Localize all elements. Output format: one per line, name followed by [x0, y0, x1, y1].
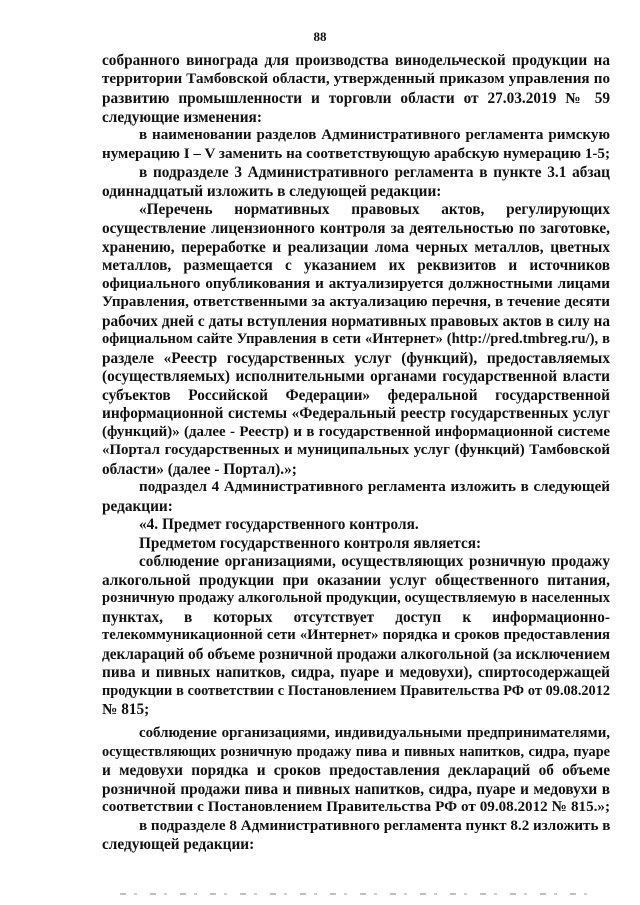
text-line: информационной системы «Федеральный реестр государственных услуг — [102, 405, 610, 422]
text-line: официальном сайте Управления в сети «Интернет» (http://pred.tmbreg.ru/), в — [102, 331, 610, 347]
text-line: разделе «Реестр государственных услуг (функций), предоставляемых — [102, 350, 610, 367]
text-line: подраздел 4 Административного регламента изложить в следующей — [139, 479, 610, 495]
text-line: металлов, размещается с указанием их реквизитов и источников — [102, 257, 610, 274]
text-line: «Перечень нормативных правовых актов, регулирующих — [139, 201, 610, 218]
text-line: в наименовании разделов Административного регламента римскую — [139, 127, 610, 143]
text-line: развитию промышленности и торговли области от 27.03.2019 № 59 — [102, 90, 610, 107]
text-line: (осуществляемых) исполнительными органами государственной власти — [102, 368, 610, 385]
text-line: территории Тамбовской области, утвержденный приказом управления по — [102, 71, 610, 87]
text-line: в подразделе 3 Административного регламента в пункте 3.1 абзац — [139, 164, 610, 181]
page-number: 88 — [313, 29, 327, 44]
scan-artifact — [120, 893, 600, 895]
text-line: и медовухи порядка и сроков предоставления деклараций об объеме — [102, 762, 610, 779]
text-line: телекоммуникационной сети «Интернет» порядка и сроков предоставления — [102, 627, 610, 643]
text-line: пунктах, в которых отсутствует доступ к информационно- — [102, 609, 610, 626]
text-line: одиннадцатый изложить в следующей редакции: — [102, 183, 442, 200]
text-line: нумерацию I – V заменить на соответствующую арабскую нумерацию 1-5; — [102, 146, 610, 162]
text-line: субъектов Российской Федерации» федеральной государственной — [102, 387, 610, 404]
text-line: области» (далее - Портал).»; — [102, 461, 297, 478]
text-line: официального опубликования и актуализируется должностными лицами — [102, 276, 610, 292]
text-line: № 815; — [102, 701, 150, 718]
text-line: следующие изменения: — [102, 109, 262, 126]
text-line: соответствии с Постановлением Правительства РФ от 09.08.2012 № 815.»; — [102, 799, 610, 815]
text-line: деклараций об объеме розничной продажи алкогольной (за исключением — [102, 646, 610, 663]
text-line: соблюдение организациями, осуществляющих розничную продажу — [139, 553, 610, 570]
text-line: розничной продажи пива и пивных напитков, сидра, пуаре и медовухи в — [102, 781, 610, 798]
text-line: рабочих дней с даты вступления нормативных правовых актов в силу на — [102, 313, 610, 330]
text-line: в подразделе 8 Административного регламента пункт 8.2 изложить в — [139, 818, 611, 834]
text-line: продукции в соответствии с Постановлением Правительства РФ от 09.08.2012 — [102, 683, 610, 699]
text-line: Предметом государственного контроля является: — [139, 535, 482, 552]
text-line: собранного винограда для производства винодельческой продукции на — [102, 52, 610, 69]
text-line: Управления, ответственными за актуализацию перечня, в течение десяти — [102, 294, 610, 310]
text-line: редакции: — [102, 498, 173, 515]
text-line: следующей редакции: — [102, 836, 255, 853]
text-line: «Портал государственных и муниципальных услуг (функций) Тамбовской — [102, 442, 610, 458]
text-line: алкогольной продукции при оказании услуг общественного питания, — [102, 572, 610, 589]
text-line: осуществляющих розничную продажу пива и пивных напитков, сидра, пуаре — [102, 744, 610, 760]
text-line: пива и пивных напитков, сидра, пуаре и медовухи), спиртосодержащей — [102, 664, 610, 681]
text-line: (функций)» (далее - Реестр) и в государственной информационной системе — [102, 424, 610, 440]
text-line: соблюдение организациями, индивидуальными предпринимателями, — [139, 725, 610, 741]
text-line: розничную продажу алкогольной продукции, осуществляемую в населенных — [102, 590, 610, 606]
text-line: осуществление лицензионного контроля за деятельностью по заготовке, — [102, 220, 610, 237]
text-line: хранению, переработке и реализации лома черных металлов, цветных — [102, 239, 610, 256]
text-line: «4. Предмет государственного контроля. — [139, 516, 419, 533]
